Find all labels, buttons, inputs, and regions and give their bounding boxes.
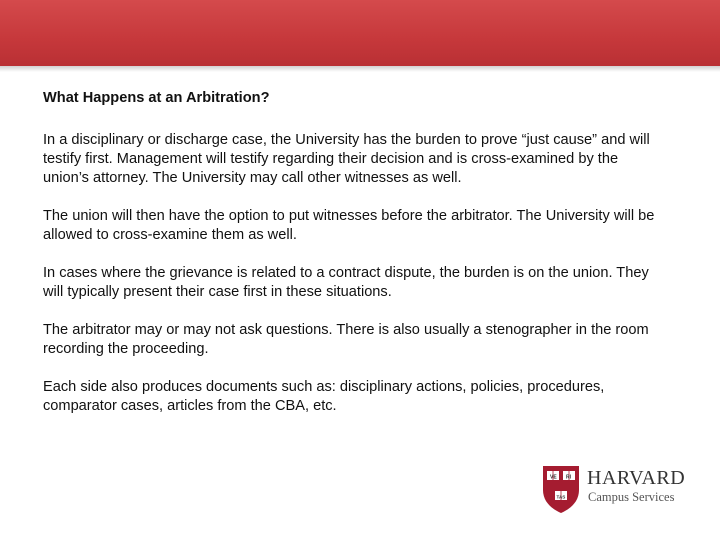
logo-title: HARVARD bbox=[587, 467, 686, 489]
paragraph-documents: Each side also produces documents such as: disciplinary actions, policies, procedures, comparator cases, articles from the CBA, etc. bbox=[43, 379, 605, 414]
logo-subtitle: Campus Services bbox=[588, 490, 675, 504]
shield-text-tas: TAS bbox=[556, 494, 566, 500]
shield-text-ve: VE bbox=[550, 474, 557, 481]
harvard-shield-icon bbox=[541, 464, 581, 514]
paragraph-arbitrator-questions: The arbitrator may or may not ask questions. There is also usually a stenographer in the room recording the proceeding. bbox=[43, 322, 649, 357]
paragraph-burden-of-proof: In a disciplinary or discharge case, the University has the burden to prove “just cause” and will testify first. Management will testify regarding their decision and is cross-examined by the union’s attorney. The University may call other witnesses as well. bbox=[43, 132, 650, 186]
shield-text-ri: RI bbox=[566, 474, 571, 481]
harvard-campus-services-logo bbox=[541, 464, 691, 514]
slide-content bbox=[43, 89, 658, 435]
slide-heading: What Happens at an Arbitration? bbox=[43, 90, 270, 106]
paragraph-contract-dispute: In cases where the grievance is related to a contract dispute, the burden is on the union. They will typically present their case first in these situations. bbox=[43, 265, 649, 300]
paragraph-union-witnesses: The union will then have the option to put witnesses before the arbitrator. The University will be allowed to cross-examine them as well. bbox=[43, 208, 655, 243]
header-bar bbox=[0, 0, 720, 66]
